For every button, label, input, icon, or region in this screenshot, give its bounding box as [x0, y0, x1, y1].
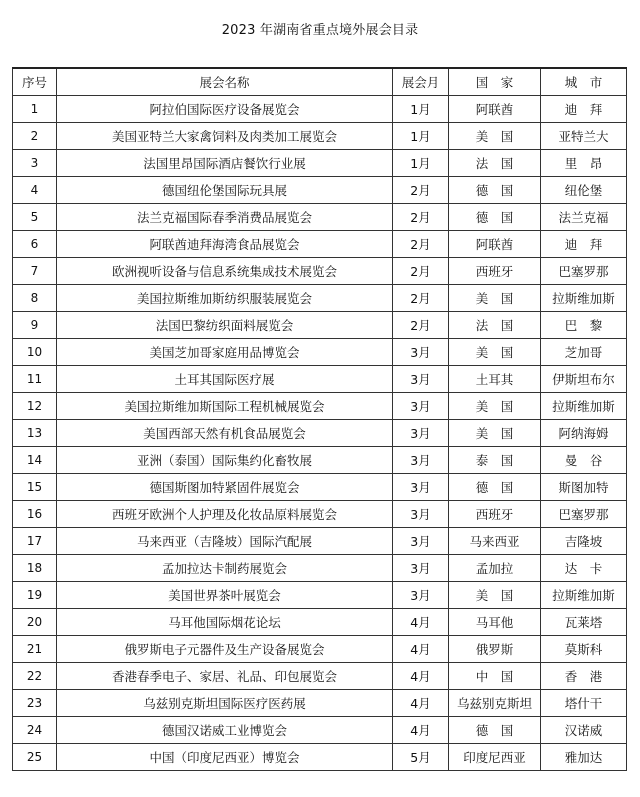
cell-month: 5月 [393, 744, 449, 771]
cell-month: 4月 [393, 717, 449, 744]
cell-exhibition-name: 孟加拉达卡制药展览会 [57, 555, 393, 582]
cell-month: 3月 [393, 501, 449, 528]
cell-index: 17 [13, 528, 57, 555]
cell-city: 纽伦堡 [541, 177, 627, 204]
cell-country: 德 国 [449, 717, 541, 744]
cell-city: 迪 拜 [541, 96, 627, 123]
cell-city: 瓦莱塔 [541, 609, 627, 636]
cell-index: 2 [13, 123, 57, 150]
table-row [13, 582, 627, 609]
cell-exhibition-name: 中国（印度尼西亚）博览会 [57, 744, 393, 771]
table-row [13, 231, 627, 258]
cell-city: 香 港 [541, 663, 627, 690]
cell-exhibition-name: 阿联酋迪拜海湾食品展览会 [57, 231, 393, 258]
document-title: 2023 年湖南省重点境外展会目录 [221, 23, 419, 38]
cell-index: 14 [13, 447, 57, 474]
cell-index: 23 [13, 690, 57, 717]
cell-month: 2月 [393, 258, 449, 285]
cell-city: 巴塞罗那 [541, 501, 627, 528]
cell-index: 21 [13, 636, 57, 663]
table-row [13, 528, 627, 555]
cell-month: 4月 [393, 663, 449, 690]
cell-country: 法 国 [449, 312, 541, 339]
cell-city: 莫斯科 [541, 636, 627, 663]
cell-exhibition-name: 美国亚特兰大家禽饲料及肉类加工展览会 [57, 123, 393, 150]
cell-country: 阿联酋 [449, 231, 541, 258]
table-row [13, 555, 627, 582]
cell-city: 达 卡 [541, 555, 627, 582]
cell-exhibition-name: 香港春季电子、家居、礼品、印包展览会 [57, 663, 393, 690]
cell-exhibition-name: 美国拉斯维加斯国际工程机械展览会 [57, 393, 393, 420]
table-row [13, 177, 627, 204]
cell-city: 拉斯维加斯 [541, 582, 627, 609]
cell-exhibition-name: 美国世界茶叶展览会 [57, 582, 393, 609]
cell-month: 3月 [393, 393, 449, 420]
cell-city: 巴 黎 [541, 312, 627, 339]
cell-country: 俄罗斯 [449, 636, 541, 663]
table-row [13, 312, 627, 339]
cell-month: 3月 [393, 555, 449, 582]
cell-exhibition-name: 欧洲视听设备与信息系统集成技术展览会 [57, 258, 393, 285]
cell-index: 8 [13, 285, 57, 312]
cell-country: 美 国 [449, 582, 541, 609]
cell-exhibition-name: 俄罗斯电子元器件及生产设备展览会 [57, 636, 393, 663]
header-row [13, 68, 627, 96]
cell-month: 1月 [393, 96, 449, 123]
cell-country: 美 国 [449, 393, 541, 420]
cell-index: 4 [13, 177, 57, 204]
cell-exhibition-name: 西班牙欧洲个人护理及化妆品原料展览会 [57, 501, 393, 528]
table-row [13, 339, 627, 366]
table-row [13, 204, 627, 231]
cell-country: 美 国 [449, 339, 541, 366]
cell-city: 里 昂 [541, 150, 627, 177]
cell-month: 3月 [393, 474, 449, 501]
cell-month: 4月 [393, 609, 449, 636]
cell-country: 乌兹别克斯坦 [449, 690, 541, 717]
cell-country: 马来西亚 [449, 528, 541, 555]
cell-exhibition-name: 法国里昂国际酒店餐饮行业展 [57, 150, 393, 177]
cell-index: 16 [13, 501, 57, 528]
cell-exhibition-name: 土耳其国际医疗展 [57, 366, 393, 393]
cell-country: 印度尼西亚 [449, 744, 541, 771]
cell-exhibition-name: 法兰克福国际春季消费品展览会 [57, 204, 393, 231]
cell-month: 2月 [393, 231, 449, 258]
table-row [13, 393, 627, 420]
header-country: 国 家 [449, 68, 541, 96]
cell-exhibition-name: 法国巴黎纺织面料展览会 [57, 312, 393, 339]
exhibition-table [12, 67, 627, 771]
cell-month: 3月 [393, 366, 449, 393]
cell-month: 1月 [393, 123, 449, 150]
cell-month: 2月 [393, 204, 449, 231]
table-row [13, 96, 627, 123]
cell-month: 2月 [393, 177, 449, 204]
cell-exhibition-name: 马耳他国际烟花论坛 [57, 609, 393, 636]
cell-index: 9 [13, 312, 57, 339]
cell-month: 4月 [393, 690, 449, 717]
cell-exhibition-name: 美国西部天然有机食品展览会 [57, 420, 393, 447]
cell-index: 25 [13, 744, 57, 771]
table-row [13, 150, 627, 177]
cell-exhibition-name: 美国拉斯维加斯纺织服装展览会 [57, 285, 393, 312]
cell-month: 4月 [393, 636, 449, 663]
cell-index: 11 [13, 366, 57, 393]
cell-country: 美 国 [449, 420, 541, 447]
cell-country: 土耳其 [449, 366, 541, 393]
cell-exhibition-name: 阿拉伯国际医疗设备展览会 [57, 96, 393, 123]
cell-month: 2月 [393, 285, 449, 312]
table-row [13, 474, 627, 501]
table-row [13, 717, 627, 744]
cell-exhibition-name: 德国纽伦堡国际玩具展 [57, 177, 393, 204]
cell-index: 15 [13, 474, 57, 501]
cell-city: 阿纳海姆 [541, 420, 627, 447]
cell-month: 3月 [393, 582, 449, 609]
cell-country: 美 国 [449, 123, 541, 150]
table-row [13, 285, 627, 312]
table-row [13, 744, 627, 771]
table-body [13, 96, 627, 771]
table-row [13, 609, 627, 636]
cell-country: 阿联酋 [449, 96, 541, 123]
cell-city: 拉斯维加斯 [541, 393, 627, 420]
cell-city: 曼 谷 [541, 447, 627, 474]
cell-country: 西班牙 [449, 501, 541, 528]
cell-city: 芝加哥 [541, 339, 627, 366]
cell-index: 6 [13, 231, 57, 258]
cell-country: 孟加拉 [449, 555, 541, 582]
cell-exhibition-name: 德国斯图加特紧固件展览会 [57, 474, 393, 501]
cell-city: 塔什干 [541, 690, 627, 717]
cell-city: 巴塞罗那 [541, 258, 627, 285]
cell-index: 19 [13, 582, 57, 609]
header-month: 展会月 [393, 68, 449, 96]
cell-index: 7 [13, 258, 57, 285]
table-row [13, 501, 627, 528]
cell-country: 中 国 [449, 663, 541, 690]
cell-month: 3月 [393, 447, 449, 474]
cell-country: 法 国 [449, 150, 541, 177]
cell-month: 3月 [393, 420, 449, 447]
cell-city: 汉诺威 [541, 717, 627, 744]
cell-country: 西班牙 [449, 258, 541, 285]
cell-country: 德 国 [449, 474, 541, 501]
cell-exhibition-name: 美国芝加哥家庭用品博览会 [57, 339, 393, 366]
cell-index: 10 [13, 339, 57, 366]
table-row [13, 636, 627, 663]
cell-exhibition-name: 乌兹别克斯坦国际医疗医药展 [57, 690, 393, 717]
cell-country: 泰 国 [449, 447, 541, 474]
cell-country: 美 国 [449, 285, 541, 312]
cell-exhibition-name: 德国汉诺威工业博览会 [57, 717, 393, 744]
header-city: 城 市 [541, 68, 627, 96]
cell-city: 斯图加特 [541, 474, 627, 501]
cell-exhibition-name: 亚洲（泰国）国际集约化畜牧展 [57, 447, 393, 474]
cell-city: 迪 拜 [541, 231, 627, 258]
table-row [13, 123, 627, 150]
cell-city: 吉隆坡 [541, 528, 627, 555]
cell-index: 24 [13, 717, 57, 744]
table-row [13, 663, 627, 690]
cell-city: 亚特兰大 [541, 123, 627, 150]
cell-month: 3月 [393, 339, 449, 366]
cell-city: 伊斯坦布尔 [541, 366, 627, 393]
cell-index: 20 [13, 609, 57, 636]
cell-index: 18 [13, 555, 57, 582]
cell-country: 德 国 [449, 204, 541, 231]
cell-index: 1 [13, 96, 57, 123]
cell-city: 法兰克福 [541, 204, 627, 231]
cell-month: 3月 [393, 528, 449, 555]
cell-index: 13 [13, 420, 57, 447]
cell-exhibition-name: 马来西亚（吉隆坡）国际汽配展 [57, 528, 393, 555]
cell-country: 马耳他 [449, 609, 541, 636]
cell-city: 雅加达 [541, 744, 627, 771]
table-row [13, 690, 627, 717]
cell-index: 5 [13, 204, 57, 231]
table-row [13, 366, 627, 393]
cell-month: 2月 [393, 312, 449, 339]
table-header [13, 68, 627, 96]
table-row [13, 447, 627, 474]
cell-city: 拉斯维加斯 [541, 285, 627, 312]
cell-index: 12 [13, 393, 57, 420]
cell-index: 3 [13, 150, 57, 177]
header-exhibition-name: 展会名称 [57, 68, 393, 96]
table-row [13, 420, 627, 447]
cell-index: 22 [13, 663, 57, 690]
header-index: 序号 [13, 68, 57, 96]
cell-month: 1月 [393, 150, 449, 177]
table-row [13, 258, 627, 285]
cell-country: 德 国 [449, 177, 541, 204]
